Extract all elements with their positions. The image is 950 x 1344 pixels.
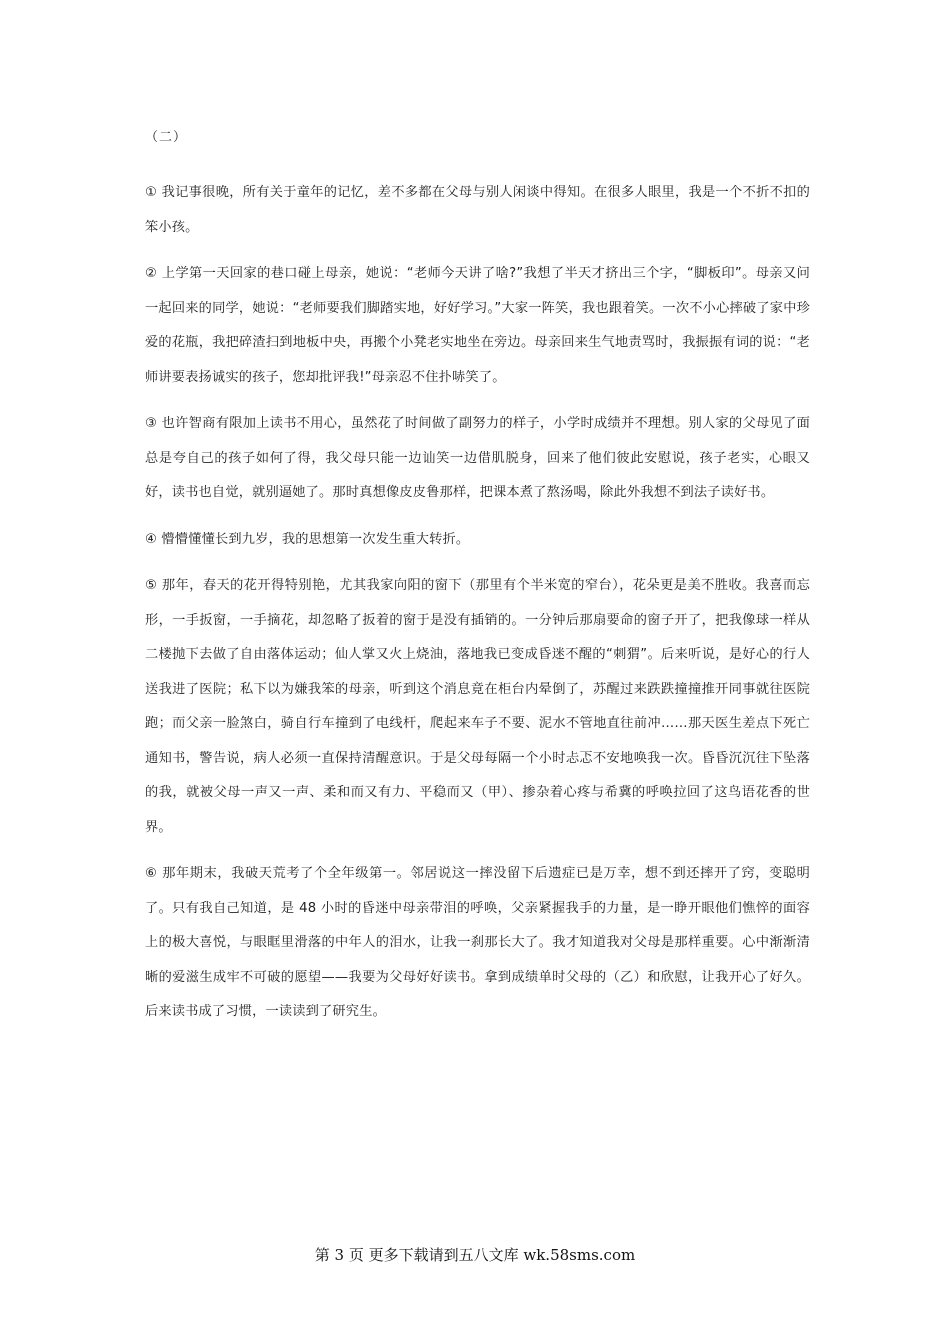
paragraph-1: ① 我记事很晚，所有关于童年的记忆，差不多都在父母与别人闲谈中得知。在很多人眼里，我是一个不折不扣的笨小孩。	[145, 185, 810, 235]
paragraph-3: ③ 也许智商有限加上读书不用心，虽然花了时间做了副努力的样子，小学时成绩并不理想。别人家的父母见了面总是夸自己的孩子如何了得，我父母只能一边讪笑一边借肌脱身，回来了他们彼此安慰说，孩子老实，心眼又好，读书也自觉，就别逼她了。那时真想像皮皮鲁那样，把课本煮了熬汤喝，除此外我想不到法子读好书。	[145, 416, 810, 500]
paragraph-4: ④ 懵懵懂懂长到九岁，我的思想第一次发生重大转折。	[145, 531, 470, 547]
section-label: （二）	[145, 130, 188, 145]
paragraph-5: ⑤ 那年，春天的花开得特别艳，尤其我家向阳的窗下（那里有个半米宽的窄台），花朵更是美不胜收。我喜而忘形，一手扳窗，一手摘花，却忽略了扳着的窗于是没有插销的。一分钟后那扇要命的窗子开了，把我像球一样从二楼抛下去做了自由落体运动；仙人掌又火上烧油，落地我已变成昏迷不醒的“刺猬”。后来听说，是好心的行人送我进了医院；私下以为嫌我笨的母亲，听到这个消息竟在柜台内晕倒了，苏醒过来跌跌撞撞推开同事就往医院跑；而父亲一脸煞白，骑自行车撞到了电线杆，爬起来车子不要、泥水不管地直往前冲……那天医生差点下死亡通知书，警告说，病人必须一直保持清醒意识。于是父母每隔一个小时忐忑不安地唤我一次。昏昏沉沉往下坠落的我，就被父母一声又一声、柔和而又有力、平稳而又（甲）、掺杂着心疼与希冀的呼唤拉回了这鸟语花香的世界。	[145, 578, 810, 835]
paragraph-6: ⑥ 那年期末，我破天荒考了个全年级第一。邻居说这一摔没留下后遗症已是万幸，想不到还摔开了窍，变聪明了。只有我自己知道，是 48 小时的昏迷中母亲带泪的呼唤，父亲紧握我手的力量，是一睁开眼他们憔悴的面容上的极大喜悦，与眼眶里滑落的中年人的泪水，让我一刹那长大了。我才知道我对父母是那样重要。心中渐渐清晰的爱滋生成牢不可破的愿望——我要为父母好好读书。拿到成绩单时父母的（乙）和欣慰，让我开心了好久。后来读书成了习惯，一读读到了研究生。	[145, 866, 810, 1019]
paragraph-2: ② 上学第一天回家的巷口碰上母亲，她说：“老师今天讲了啥?”我想了半天才挤出三个字，“脚板印”。母亲又问一起回来的同学，她说：“老师要我们脚踏实地，好好学习。”大家一阵笑，我也跟着笑。一次不小心摔破了家中珍爱的花瓶，我把碎渣扫到地板中央，再搬个小凳老实地坐在旁边。母亲回来生气地责骂时，我振振有词的说：“老师讲要表扬诚实的孩子，您却批评我!”母亲忍不住扑哧笑了。	[145, 266, 810, 385]
page-footer: 第 3 页 更多下载请到五八文库 wk.58sms.com	[314, 1246, 636, 1264]
document-body	[145, 125, 810, 1042]
